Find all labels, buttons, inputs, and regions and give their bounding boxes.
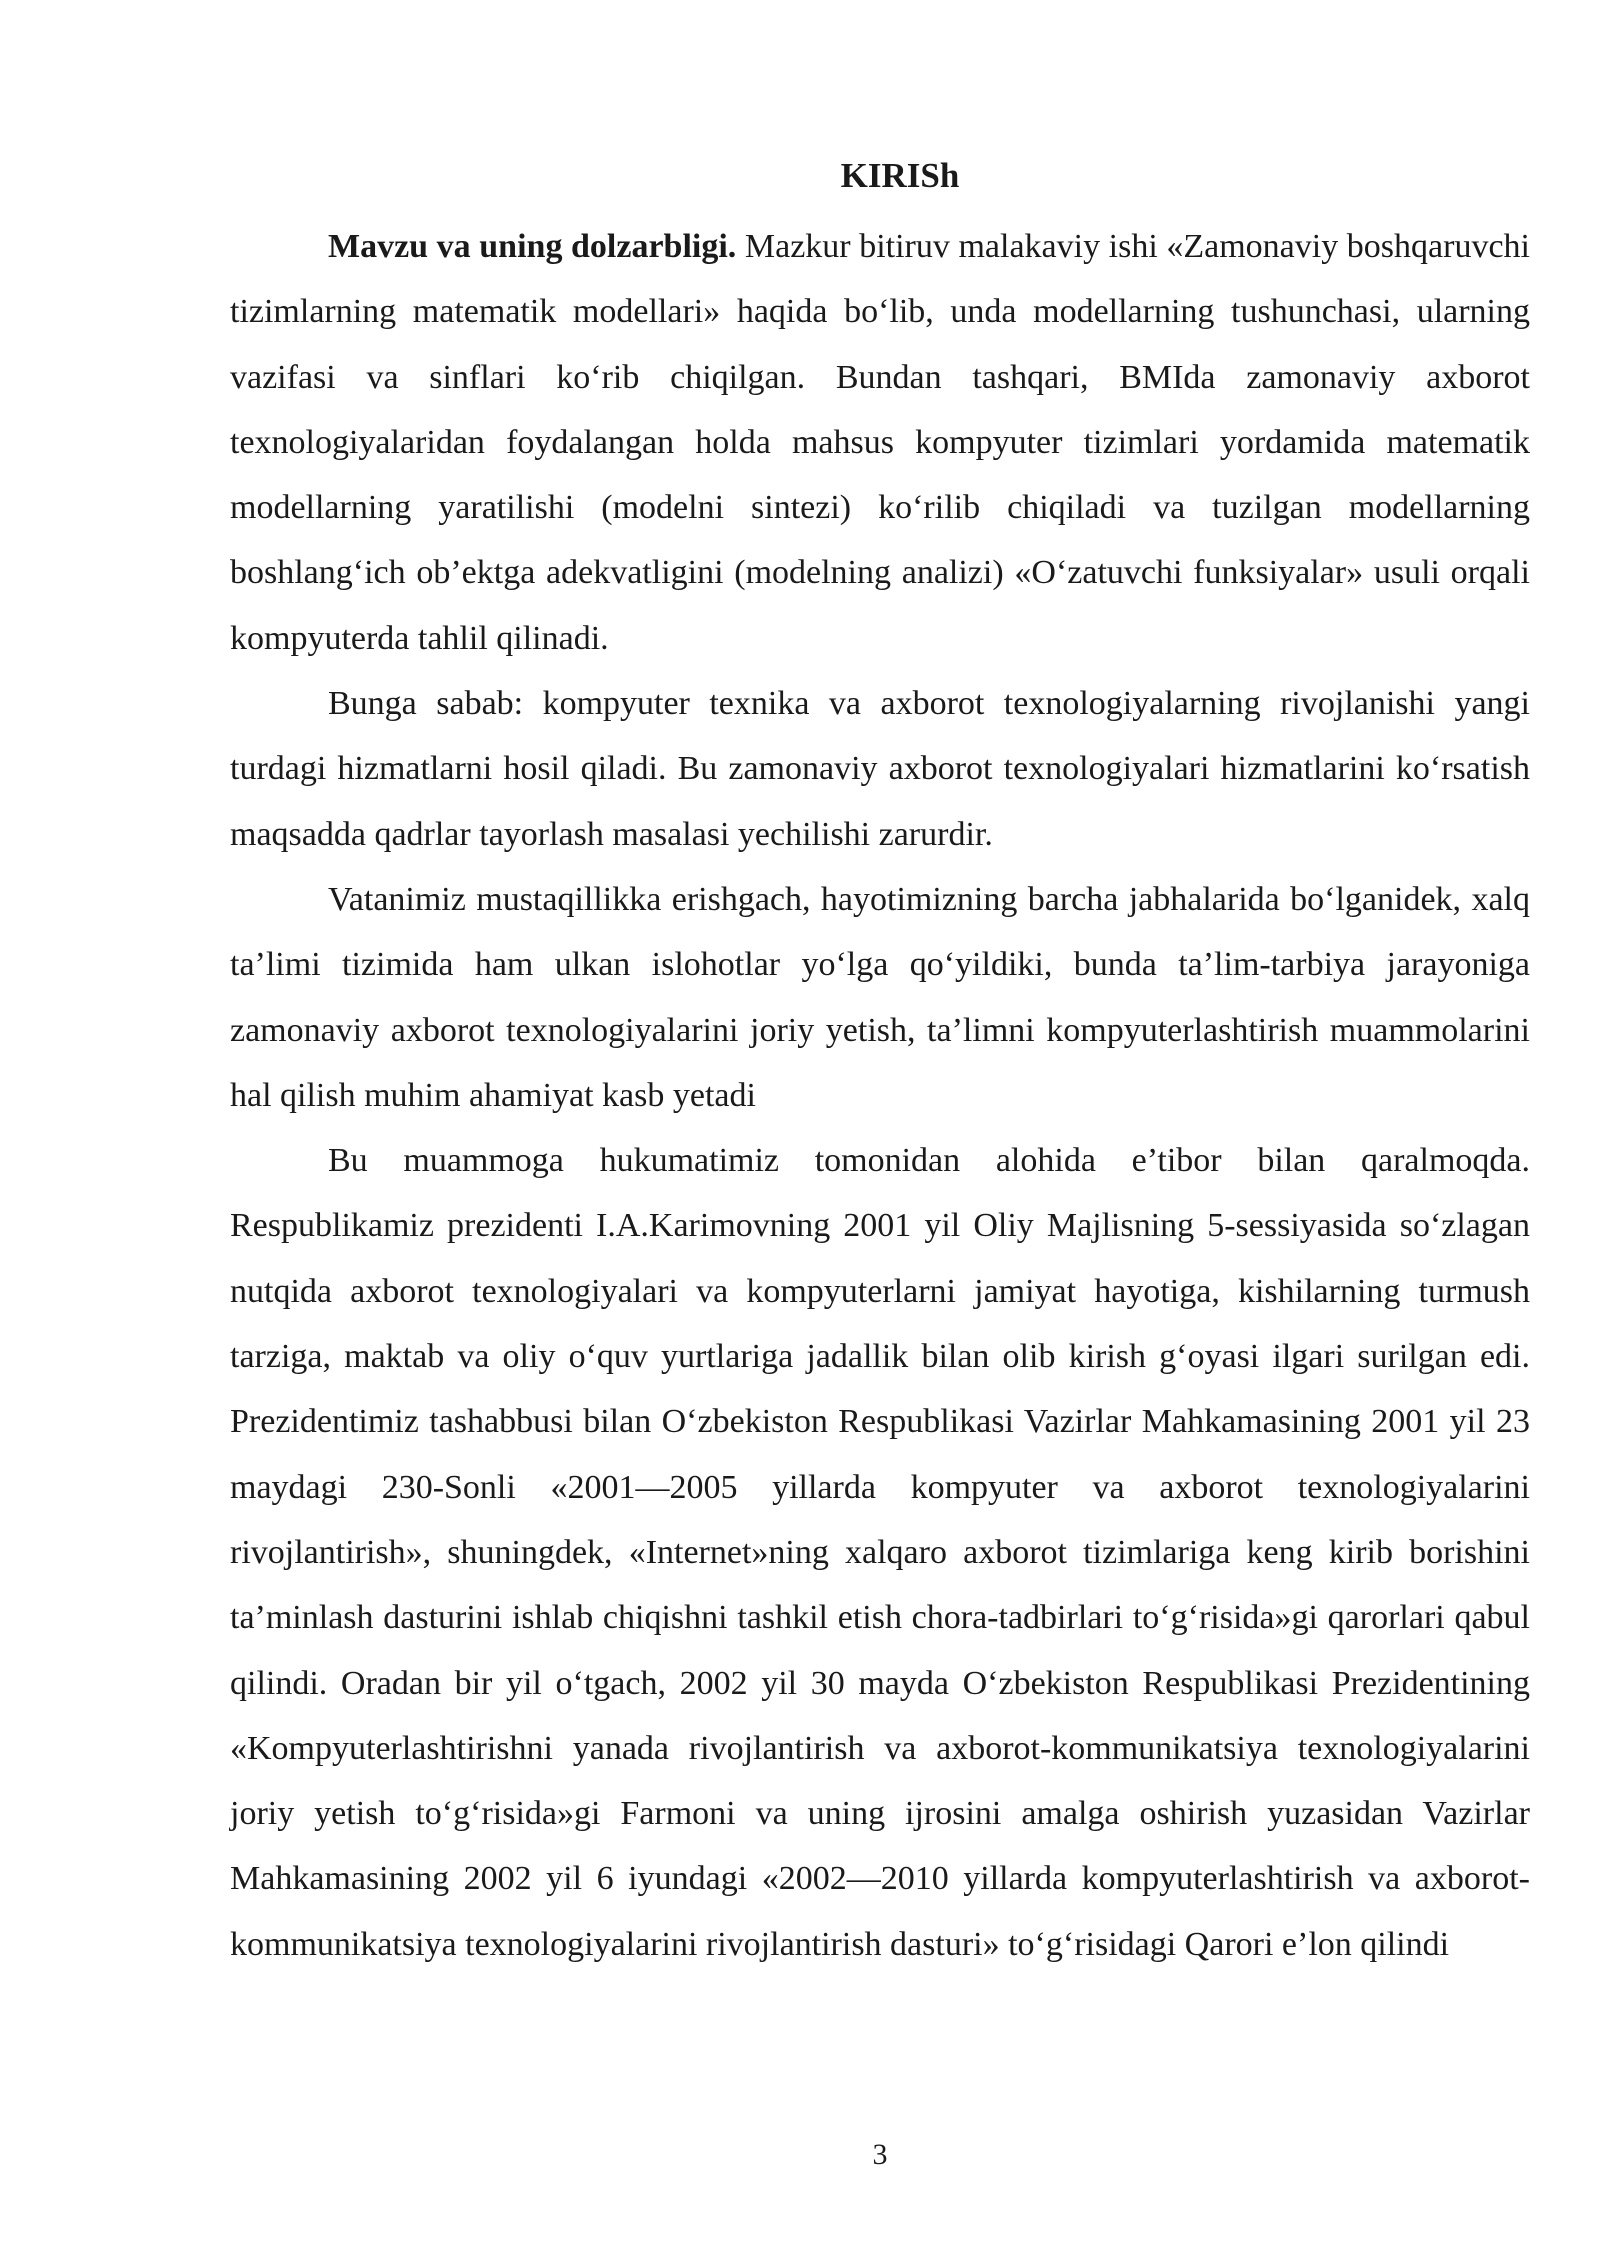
paragraph-lead-heading: Mavzu va uning dolzarbligi. bbox=[328, 228, 737, 265]
paragraph-body: Bu muammoga hukumatimiz tomonidan alohida e’tibor bilan qaralmoqda. Respublikamiz prezidenti I.A.Karimovning 2001 yil Oliy Majlisning 5-sessiyasida so‘zlagan nutqida axborot texnologiyalari va kompyuterlarni jamiyat hayotiga, kishilarning turmush tarziga, maktab va oliy o‘quv yurtlariga jadallik bilan olib kirish g‘oyasi ilgari surilgan edi. Prezidentimiz tashabbusi bilan O‘zbekiston Respublikasi Vazirlar Mahkamasining 2001 yil 23 maydagi 230-Sonli «2001—2005 yillarda kompyuter va axborot texnologiyalarini rivojlantirish», shuningdek, «Internet»ning xalqaro axborot tizimlariga keng kirib borishini ta’minlash dasturini ishlab chiqishni tashkil etish chora-tadbirlari to‘g‘risida»gi qarorlari qabul qilindi. Oradan bir yil o‘tgach, 2002 yil 30 mayda O‘zbekiston Respublikasi Prezidentining «Kompyuterlashtirishni yanada rivojlantirish va axborot-kommunikatsiya texnologiyalarini joriy yetish to‘g‘risida»gi Farmoni va uning ijrosini amalga oshirish yuzasidan Vazirlar Mahkamasining 2002 yil 6 iyundagi «2002—2010 yillarda kompyuterlashtirish va axborot-kommunikatsiya texnologiyalarini rivojlantirish dasturi» to‘g‘risidagi Qarori e’lon qilindi bbox=[230, 1142, 1530, 1963]
page-content bbox=[230, 150, 1530, 1977]
page-number: 3 bbox=[872, 2138, 888, 2171]
paragraph-government bbox=[230, 1128, 1530, 1977]
paragraph-reason bbox=[230, 671, 1530, 867]
section-title: KIRISh bbox=[840, 156, 960, 195]
paragraph-body: Mazkur bitiruv malakaviy ishi «Zamonaviy boshqaruvchi tizimlarning matematik modellari» haqida bo‘lib, unda modellarning tushunchasi, ularning vazifasi va sinflari ko‘rib chiqilgan. Bundan tashqari, BMIda zamonaviy axborot texnologiyalaridan foydalangan holda mahsus kompyuter tizimlari yordamida matematik modellarning yaratilishi (modelni sintezi) ko‘rilib chiqiladi va tuzilgan modellarning boshlang‘ich ob’ektga adekvatligini (modelning analizi) «O‘zatuvchi funksiyalar» usuli orqali kompyuterda tahlil qilinadi. bbox=[230, 228, 1530, 657]
paragraph-body: Bunga sabab: kompyuter texnika va axborot texnologiyalarning rivojlanishi yangi turdagi hizmatlarni hosil qiladi. Bu zamonaviy axborot texnologiyalari hizmatlarini ko‘rsatish maqsadda qadrlar tayorlash masalasi yechilishi zarurdir. bbox=[230, 685, 1530, 853]
paragraph-independence bbox=[230, 867, 1530, 1128]
paragraph-topic-relevance bbox=[230, 214, 1530, 671]
paragraph-body: Vatanimiz mustaqillikka erishgach, hayotimizning barcha jabhalarida bo‘lganidek, xalq ta’limi tizimida ham ulkan islohotlar yo‘lga qo‘yildiki, bunda ta’lim-tarbiya jarayoniga zamonaviy axborot texnologiyalarini joriy yetish, ta’limni kompyuterlashtirish muammolarini hal qilish muhim ahamiyat kasb yetadi bbox=[230, 880, 1530, 1114]
